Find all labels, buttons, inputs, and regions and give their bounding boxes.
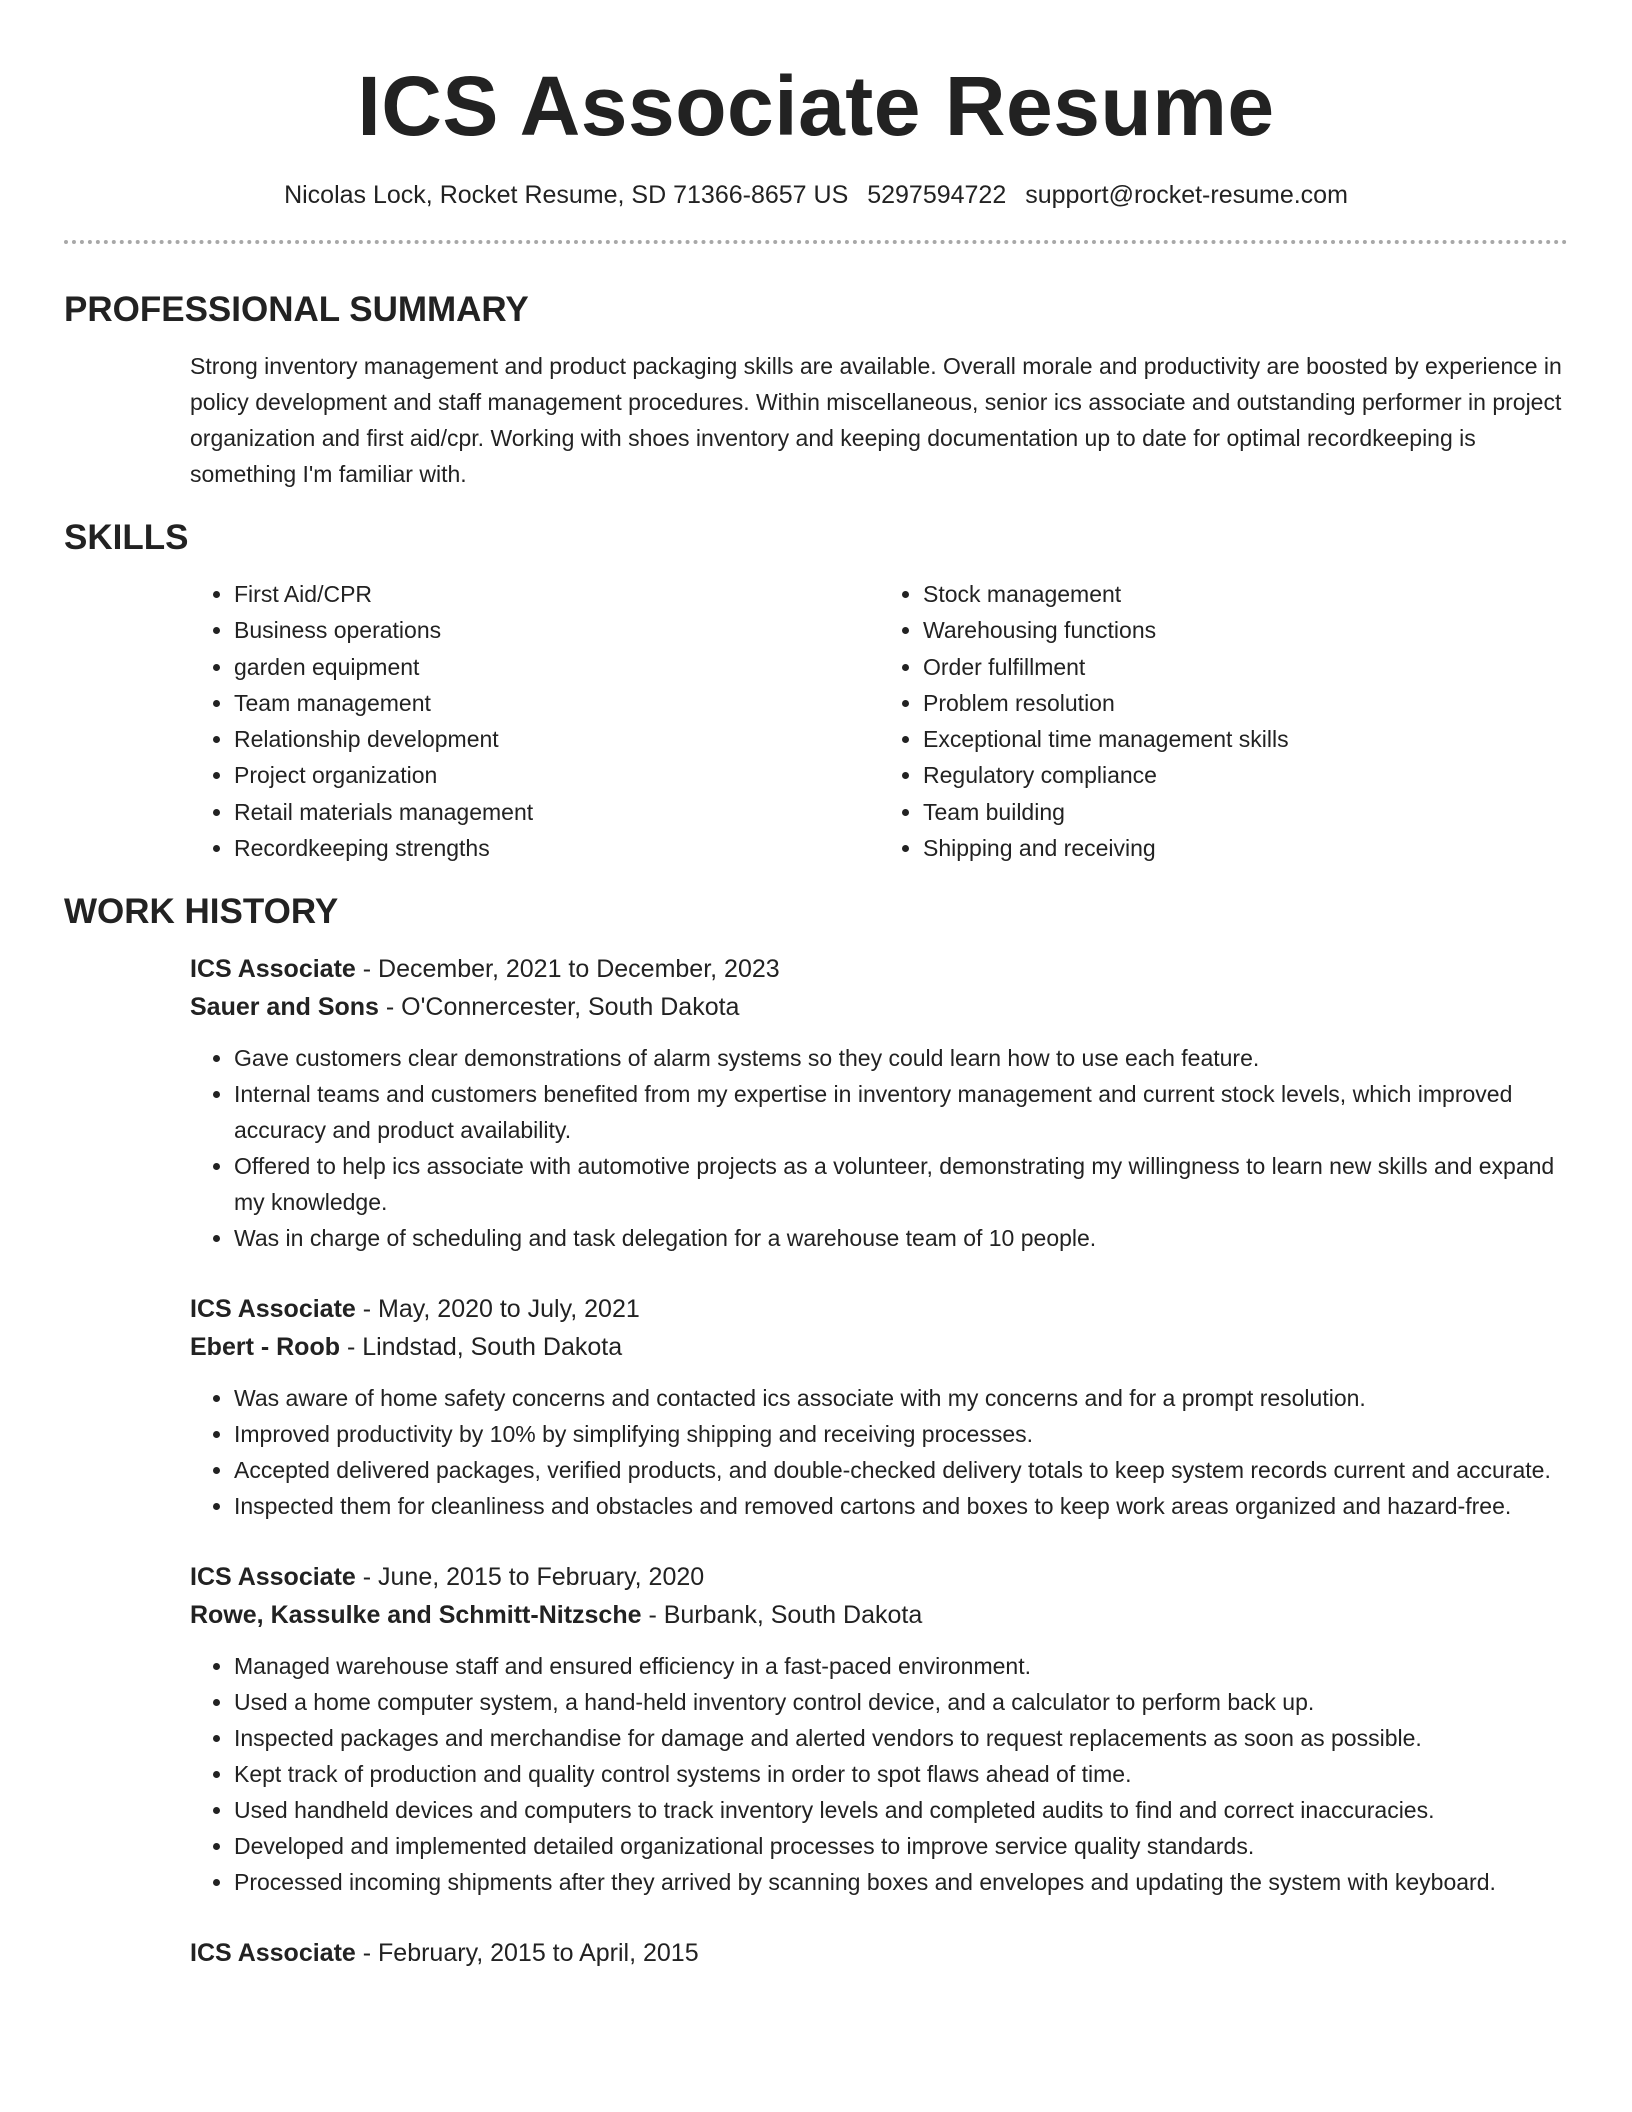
job-title: ICS Associate — [190, 955, 356, 984]
job-company-line — [190, 1328, 1568, 1366]
skill-item: • Regulatory compliance — [923, 757, 1568, 793]
duty-item: • Was in charge of scheduling and task delegation for a warehouse team of 10 people. — [234, 1220, 1568, 1256]
skill-item: • Team building — [923, 794, 1568, 830]
duty-item: • Gave customers clear demonstrations of alarm systems so they could learn how to use each feature. — [234, 1040, 1568, 1076]
skill-item: • Stock management — [923, 576, 1568, 612]
resume-page — [64, 0, 1568, 2112]
skills-left-column — [190, 576, 879, 866]
job-company: Sauer and Sons — [190, 993, 379, 1022]
job-title-line — [190, 1934, 1568, 1972]
summary-text: Strong inventory management and product packaging skills are available. Overall morale and productivity are boosted by experience in policy development and staff management procedures. Within miscellaneous, senior ics associate and outstanding performer in project organization and first aid/cpr. Working with shoes inventory and keeping documentation up to date for optimal recordkeeping is something I'm familiar with. — [190, 353, 1562, 487]
duty-item: • Inspected packages and merchandise for damage and alerted vendors to request replacements as soon as possible. — [234, 1720, 1568, 1756]
job-company-line — [190, 988, 1568, 1026]
skills-grid — [190, 576, 1568, 866]
job-entry — [190, 1934, 1568, 1972]
skill-item: • Problem resolution — [923, 685, 1568, 721]
job-duties — [190, 1648, 1568, 1900]
job-title: ICS Associate — [190, 1295, 356, 1324]
job-duties — [190, 1380, 1568, 1524]
job-location: - O'Connercester, South Dakota — [378, 993, 740, 1022]
contact-address: Nicolas Lock, Rocket Resume, SD 71366-8657 US — [284, 181, 849, 209]
duty-item: • Accepted delivered packages, verified products, and double-checked delivery totals to keep system records current and accurate. — [234, 1452, 1568, 1488]
job-duties — [190, 1040, 1568, 1256]
skill-item: • First Aid/CPR — [234, 576, 879, 612]
job-dates: - February, 2015 to April, 2015 — [355, 1939, 699, 1968]
skill-item: • Shipping and receiving — [923, 830, 1568, 866]
job-title: ICS Associate — [190, 1563, 356, 1592]
contact-email: support@rocket-resume.com — [1025, 181, 1348, 209]
job-company: Rowe, Kassulke and Schmitt-Nitzsche — [190, 1601, 642, 1630]
duty-item: • Developed and implemented detailed organizational processes to improve service quality standards. — [234, 1828, 1568, 1864]
duty-item: • Used handheld devices and computers to track inventory levels and completed audits to find and correct inaccuracies. — [234, 1792, 1568, 1828]
job-dates: - May, 2020 to July, 2021 — [355, 1295, 640, 1324]
duty-item: • Internal teams and customers benefited from my expertise in inventory management and current stock levels, which improved accuracy and product availability. — [234, 1076, 1568, 1148]
job-title: ICS Associate — [190, 1939, 356, 1968]
job-location: - Lindstad, South Dakota — [340, 1333, 623, 1362]
skill-item: • Recordkeeping strengths — [234, 830, 879, 866]
skill-item: • Team management — [234, 685, 879, 721]
job-dates: - June, 2015 to February, 2020 — [355, 1563, 705, 1592]
skills-section — [190, 576, 1568, 866]
duty-item: • Used a home computer system, a hand-held inventory control device, and a calculator to perform back up. — [234, 1684, 1568, 1720]
skills-right-column — [879, 576, 1568, 866]
work-heading: WORK HISTORY — [64, 892, 339, 932]
job-title-line — [190, 1558, 1568, 1596]
summary-heading: PROFESSIONAL SUMMARY — [64, 290, 529, 329]
duty-item: • Managed warehouse staff and ensured efficiency in a fast-paced environment. — [234, 1648, 1568, 1684]
duty-item: • Processed incoming shipments after they arrived by scanning boxes and envelopes and updating the system with keyboard. — [234, 1864, 1568, 1900]
skill-item: • Exceptional time management skills — [923, 721, 1568, 757]
skill-item: • Retail materials management — [234, 794, 879, 830]
work-section — [190, 950, 1568, 1972]
skill-item: • Project organization — [234, 757, 879, 793]
duty-item: • Offered to help ics associate with automotive projects as a volunteer, demonstrating my willingness to learn new skills and expand my knowledge. — [234, 1148, 1568, 1220]
job-company-line — [190, 1596, 1568, 1634]
resume-title: ICS Associate Resume — [357, 59, 1275, 153]
duty-item: • Kept track of production and quality control systems in order to spot flaws ahead of time. — [234, 1756, 1568, 1792]
skill-item: • Warehousing functions — [923, 612, 1568, 648]
duty-item: • Was aware of home safety concerns and contacted ics associate with my concerns and for a prompt resolution. — [234, 1380, 1568, 1416]
job-dates: - December, 2021 to December, 2023 — [355, 955, 780, 984]
contact-line — [64, 178, 1568, 212]
summary-section — [190, 348, 1568, 492]
job-title-line — [190, 1290, 1568, 1328]
skill-item: • garden equipment — [234, 649, 879, 685]
duty-item: • Improved productivity by 10% by simplifying shipping and receiving processes. — [234, 1416, 1568, 1452]
job-entry — [190, 950, 1568, 1256]
skill-item: • Relationship development — [234, 721, 879, 757]
skill-item: • Order fulfillment — [923, 649, 1568, 685]
job-location: - Burbank, South Dakota — [641, 1601, 923, 1630]
skill-item: • Business operations — [234, 612, 879, 648]
header-divider — [64, 240, 1568, 244]
duty-item: • Inspected them for cleanliness and obstacles and removed cartons and boxes to keep work areas organized and hazard-free. — [234, 1488, 1568, 1524]
contact-phone: 5297594722 — [867, 181, 1007, 209]
job-title-line — [190, 950, 1568, 988]
skills-heading: SKILLS — [64, 518, 189, 557]
job-company: Ebert - Roob — [190, 1333, 340, 1362]
job-entry — [190, 1558, 1568, 1900]
job-entry — [190, 1290, 1568, 1524]
